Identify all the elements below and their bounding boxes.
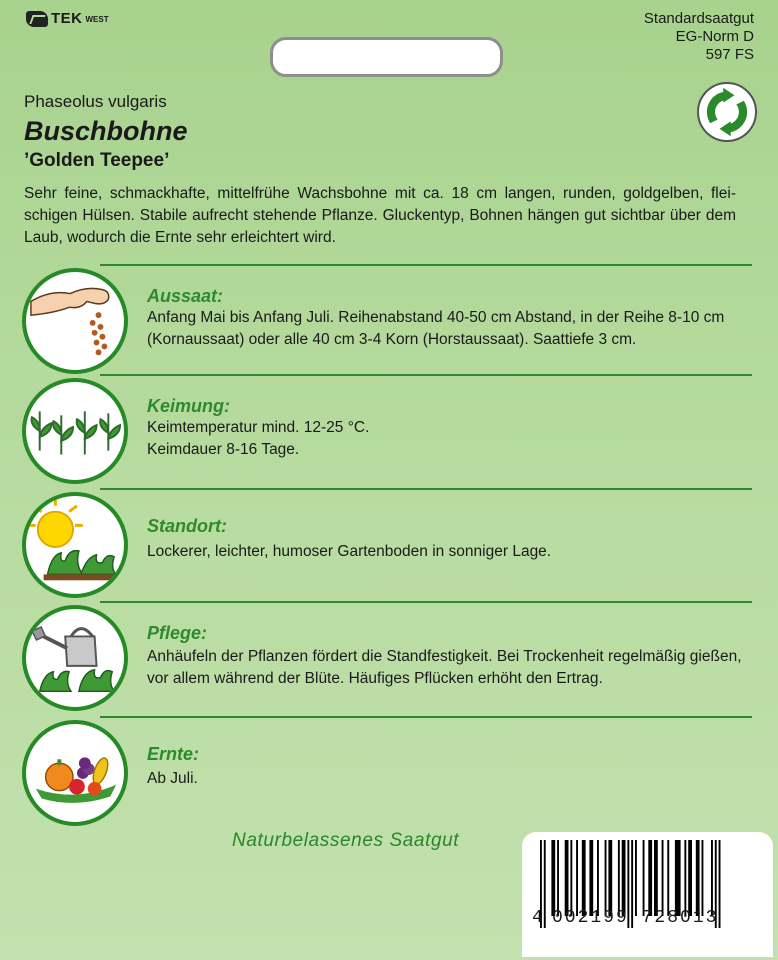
barcode-bar bbox=[688, 840, 692, 916]
section-divider bbox=[100, 264, 752, 266]
seed-norm-info bbox=[644, 10, 754, 64]
barcode-bar bbox=[589, 840, 593, 916]
section-text: Lockerer, leichter, humoser Gartenboden in sonniger Lage. bbox=[147, 543, 552, 560]
barcode-bar bbox=[662, 840, 664, 916]
section-title: Aussaat: bbox=[147, 286, 224, 306]
barcode-first-digit: 4 bbox=[532, 908, 543, 928]
sowing-hand-icon bbox=[22, 268, 128, 374]
harvest-basket-icon bbox=[22, 720, 128, 826]
norm-line-standard: Standardsaatgut bbox=[643, 10, 754, 27]
plant-description: Sehr feine, schmackhafte, mittelfrühe Wachsbohne mit ca. 18 cm langen, runden, goldgelben, fleischigen Hülsen. Stabile aufrecht stehende Pflanze. Gluckentyp, Bohnen hängen gut sichtbar über dem Laub, wodurch die Ernte sehr erleichtert wird. bbox=[24, 185, 736, 246]
section-title: Keimung: bbox=[147, 396, 230, 416]
barcode-bar bbox=[654, 840, 658, 916]
barcode-bar bbox=[635, 840, 637, 916]
barcode-bar bbox=[711, 840, 713, 916]
barcode bbox=[522, 832, 773, 957]
barcode-bar bbox=[667, 840, 669, 916]
section-text-temperature: Keimtemperatur mind. 12-25 °C. bbox=[147, 419, 370, 436]
seedlings-icon bbox=[22, 378, 128, 484]
packet-window bbox=[270, 37, 503, 77]
barcode-bar bbox=[696, 840, 700, 916]
barcode-bar bbox=[544, 840, 546, 928]
barcode-bar bbox=[570, 840, 572, 916]
barcode-bar bbox=[618, 840, 620, 916]
barcode-bar bbox=[719, 840, 721, 928]
brand-suffix: WEST bbox=[85, 15, 109, 24]
brand-logo bbox=[26, 10, 109, 27]
section-text-duration: Keimdauer 8-16 Tage. bbox=[147, 441, 300, 458]
section-title: Standort: bbox=[147, 516, 227, 536]
barcode-bar bbox=[684, 840, 686, 916]
barcode-bar bbox=[608, 840, 612, 916]
section-divider bbox=[100, 716, 752, 718]
section-text: Ab Juli. bbox=[147, 770, 198, 787]
section-divider bbox=[100, 488, 752, 490]
barcode-bar bbox=[648, 840, 652, 916]
norm-line-eg: EG-Norm D bbox=[675, 28, 754, 45]
green-dot-recycling-icon bbox=[697, 82, 757, 142]
barcode-bar bbox=[702, 840, 704, 916]
section-title: Pflege: bbox=[147, 623, 208, 643]
section-title: Ernte: bbox=[147, 744, 200, 764]
leaf-logo-icon bbox=[26, 11, 48, 27]
section-text: Anfang Mai bis Anfang Juli. Reihenabstand 40-50 cm Abstand, in der Reihe 8-10 cm (Kornaussaat) oder alle 40 cm 3-4 Korn (Horstaussaat). Saattiefe 3 cm. bbox=[147, 309, 725, 348]
barcode-digits: 002199 728013 bbox=[552, 908, 719, 928]
norm-line-code: 597 FS bbox=[705, 46, 754, 63]
common-name: Buschbohne bbox=[24, 116, 188, 146]
barcode-bar bbox=[576, 840, 578, 916]
section-text: Anhäufeln der Pflanzen fördert die Standfestigkeit. Bei Trockenheit regelmäßig gießen, vor allem während der Blüte. Häufiges Pflücken erhöht den Ertrag. bbox=[147, 648, 742, 687]
barcode-bar bbox=[597, 840, 599, 916]
barcode-bar bbox=[622, 840, 626, 916]
watering-can-icon bbox=[22, 605, 128, 711]
barcode-bar bbox=[551, 840, 555, 916]
brand-name: TEK bbox=[51, 10, 83, 27]
section-divider bbox=[100, 374, 752, 376]
section-divider bbox=[100, 601, 752, 603]
barcode-bar bbox=[675, 840, 681, 916]
sun-plants-icon bbox=[22, 492, 128, 598]
barcode-bar bbox=[643, 840, 645, 916]
latin-name: Phaseolus vulgaris bbox=[24, 92, 167, 111]
tagline: Naturbelassenes Saatgut bbox=[232, 830, 460, 851]
barcode-bar bbox=[565, 840, 569, 916]
barcode-bar bbox=[582, 840, 586, 916]
barcode-bar bbox=[605, 840, 607, 916]
barcode-bar bbox=[557, 840, 559, 916]
variety-name: ’Golden Teepee’ bbox=[24, 150, 170, 171]
